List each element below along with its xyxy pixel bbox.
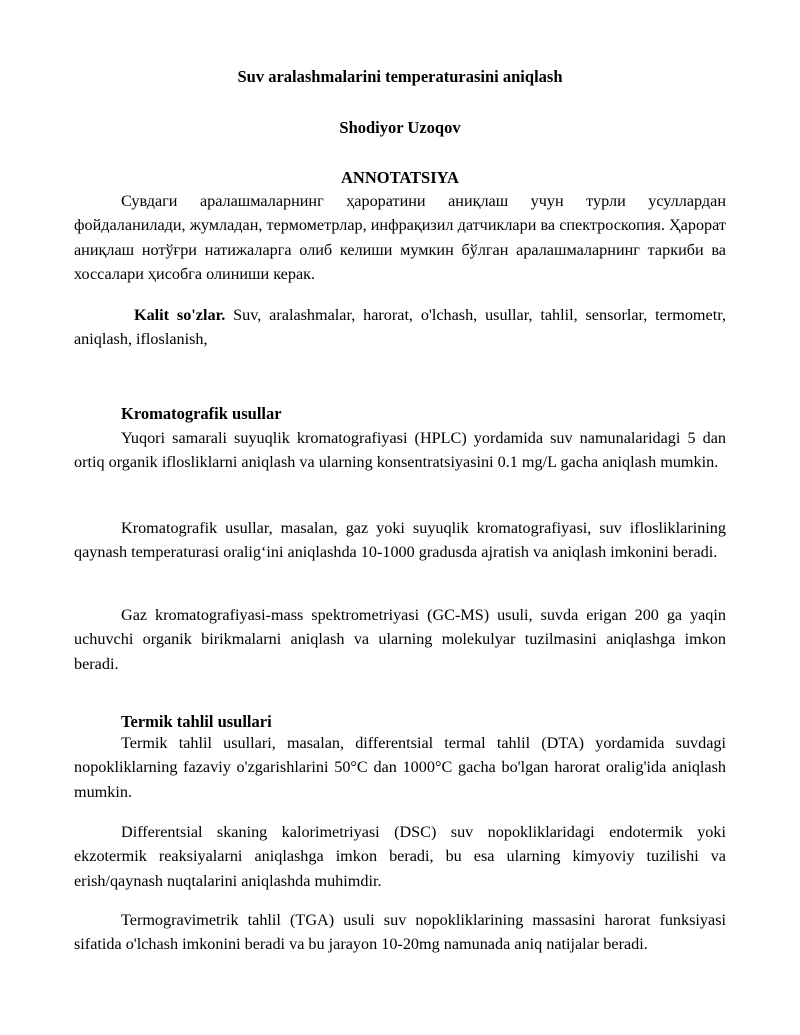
section-paragraph: Differentsial skaning kalorimetriyasi (DSC) suv nopokliklaridagi endotermik yoki ekzotermik reaksiyalarni aniqlashga imkon beradi, bu esa ularning kimyoviy tuzilishi va erish/qaynash nuqtalarini aniqlashda muhimdir. xyxy=(74,823,726,890)
document-title: Suv aralashmalarini temperaturasini aniqlash xyxy=(237,67,563,86)
author-name: Shodiyor Uzoqov xyxy=(339,118,461,137)
section-paragraph: Yuqori samarali suyuqlik kromatografiyasi (HPLC) yordamida suv namunalaridagi 5 dan ortiq organik iflosliklarni aniqlash va ularning konsentratsiyasini 0.1 mg/L gacha aniqlash mumkin. xyxy=(74,429,726,472)
keywords-label: Kalit so'zlar. xyxy=(134,306,226,324)
section-paragraph: Gaz kromatografiyasi-mass spektrometriyasi (GC-MS) usuli, suvda erigan 200 ga yaqin uchuvchi organik birikmalarni aniqlash va ularning molekulyar tuzilmasini aniqlashga imkon beradi. xyxy=(74,606,726,673)
keywords-list: Suv, aralashmalar, harorat, o'lchash, usullar, tahlil, sensorlar, termometr, aniqlash, ifloslanish, xyxy=(74,306,726,349)
section-heading-chromatography: Kromatografik usullar xyxy=(121,404,282,423)
section-paragraph: Termogravimetrik tahlil (TGA) usuli suv nopokliklarining massasini harorat funksiyasi sifatida o'lchash imkonini beradi va bu jarayon 10-20mg namunada aniq natijalar beradi. xyxy=(74,911,726,954)
section-paragraph: Termik tahlil usullari, masalan, differentsial termal tahlil (DTA) yordamida suvdagi nopokliklarning fazaviy o'zgarishlarini 50°C dan 1000°C gacha bo'lgan harorat oralig'ida aniqlash mumkin. xyxy=(74,734,726,801)
keywords-paragraph xyxy=(74,303,726,352)
section-paragraph: Kromatografik usullar, masalan, gaz yoki suyuqlik kromatografiyasi, suv iflosliklarining qaynash temperaturasi oralig‘ini aniqlashda 10-1000 gradusda ajratish va aniqlash imkonini beradi. xyxy=(74,519,726,562)
annotation-heading: ANNOTATSIYA xyxy=(341,168,459,187)
annotation-paragraph: Сувдаги аралашмаларнинг ҳароратини аниқлаш учун турли усуллардан фойдаланилади, жумладан, термометрлар, инфрақизил датчиклари ва спектроскопия. Ҳарорат аниқлаш нотўғри натижаларга олиб келиши мумкин бўлган аралашмаларнинг таркиби ва хоссалари ҳисобга олиниши керак. xyxy=(74,192,726,283)
section-heading-thermal: Termik tahlil usullari xyxy=(121,712,272,731)
